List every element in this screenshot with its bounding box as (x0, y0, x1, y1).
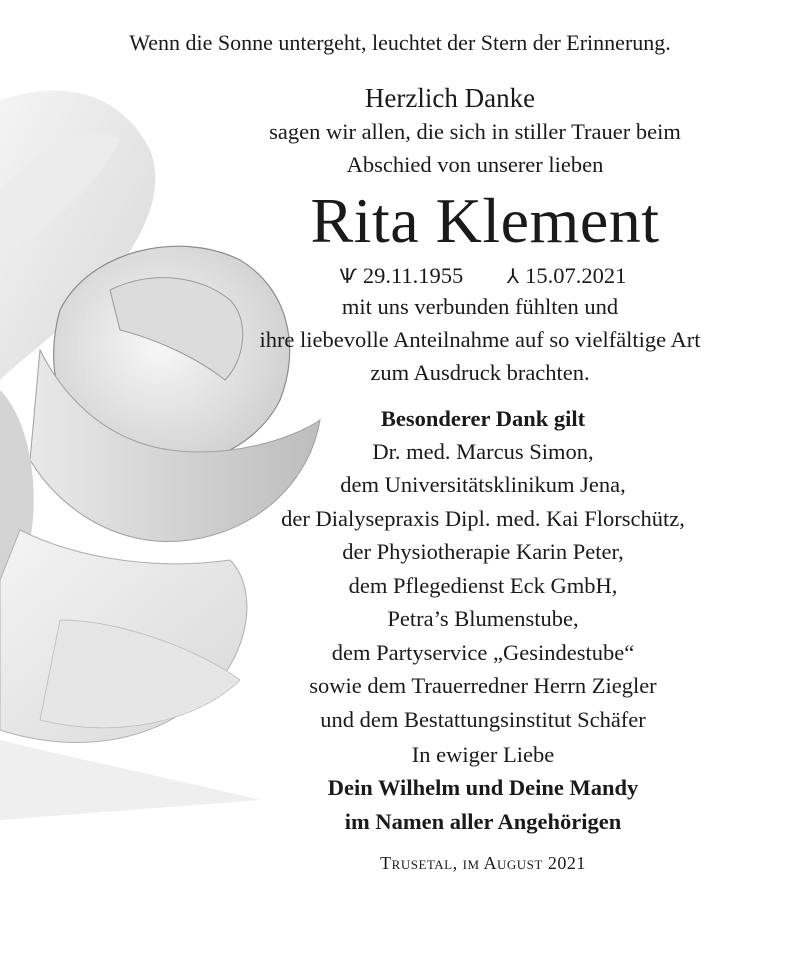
thanks-item: Dr. med. Marcus Simon, (372, 438, 594, 464)
thanks-item: sowie dem Trauerredner Herrn Ziegler (309, 673, 657, 699)
thanks-item: und dem Bestattungsinstitut Schäfer (320, 706, 646, 732)
life-dates (166, 262, 800, 289)
birth-icon: Ѱ (339, 263, 357, 288)
place-date: Trusetal, im August 2021 (380, 853, 586, 874)
death-date: 15.07.2021 (525, 262, 627, 288)
signers (166, 771, 800, 838)
thanks-item: der Physiotherapie Karin Peter, (342, 539, 624, 565)
heading: Herzlich Danke (364, 83, 536, 114)
deceased-name: Rita Klement (310, 184, 660, 256)
motto: Wenn die Sonne untergeht, leuchtet der Stern der Erinnerung. (129, 30, 671, 55)
signer-line: im Namen aller Angehörigen (344, 808, 622, 834)
thanks-body (160, 290, 800, 389)
thanks-item: dem Partyservice „Gesindestube“ (331, 639, 635, 665)
closing: In ewiger Liebe (411, 742, 555, 768)
special-thanks-title: Besonderer Dank gilt (380, 405, 586, 431)
body-line: mit uns verbunden fühlten und (341, 293, 619, 319)
thanks-item: dem Pflegedienst Eck GmbH, (348, 572, 618, 598)
signer-line: Dein Wilhelm und Deine Mandy (327, 775, 639, 801)
body-line: zum Ausdruck brachten. (370, 359, 590, 385)
intro (150, 115, 800, 181)
thanks-item: Petra’s Blumenstube, (387, 606, 579, 632)
intro-line: sagen wir allen, die sich in stiller Trauer beim (269, 118, 681, 144)
death-icon: ⅄ (506, 263, 520, 288)
thanks-item: dem Universitätsklinikum Jena, (340, 472, 626, 498)
body-line: ihre liebevolle Anteilnahme auf so vielfältige Art (259, 326, 701, 352)
thanks-item: der Dialysepraxis Dipl. med. Kai Florschütz, (281, 505, 685, 531)
special-thanks-list (166, 435, 800, 737)
intro-line: Abschied von unserer lieben (346, 151, 604, 177)
birth-date: 29.11.1955 (362, 262, 464, 288)
